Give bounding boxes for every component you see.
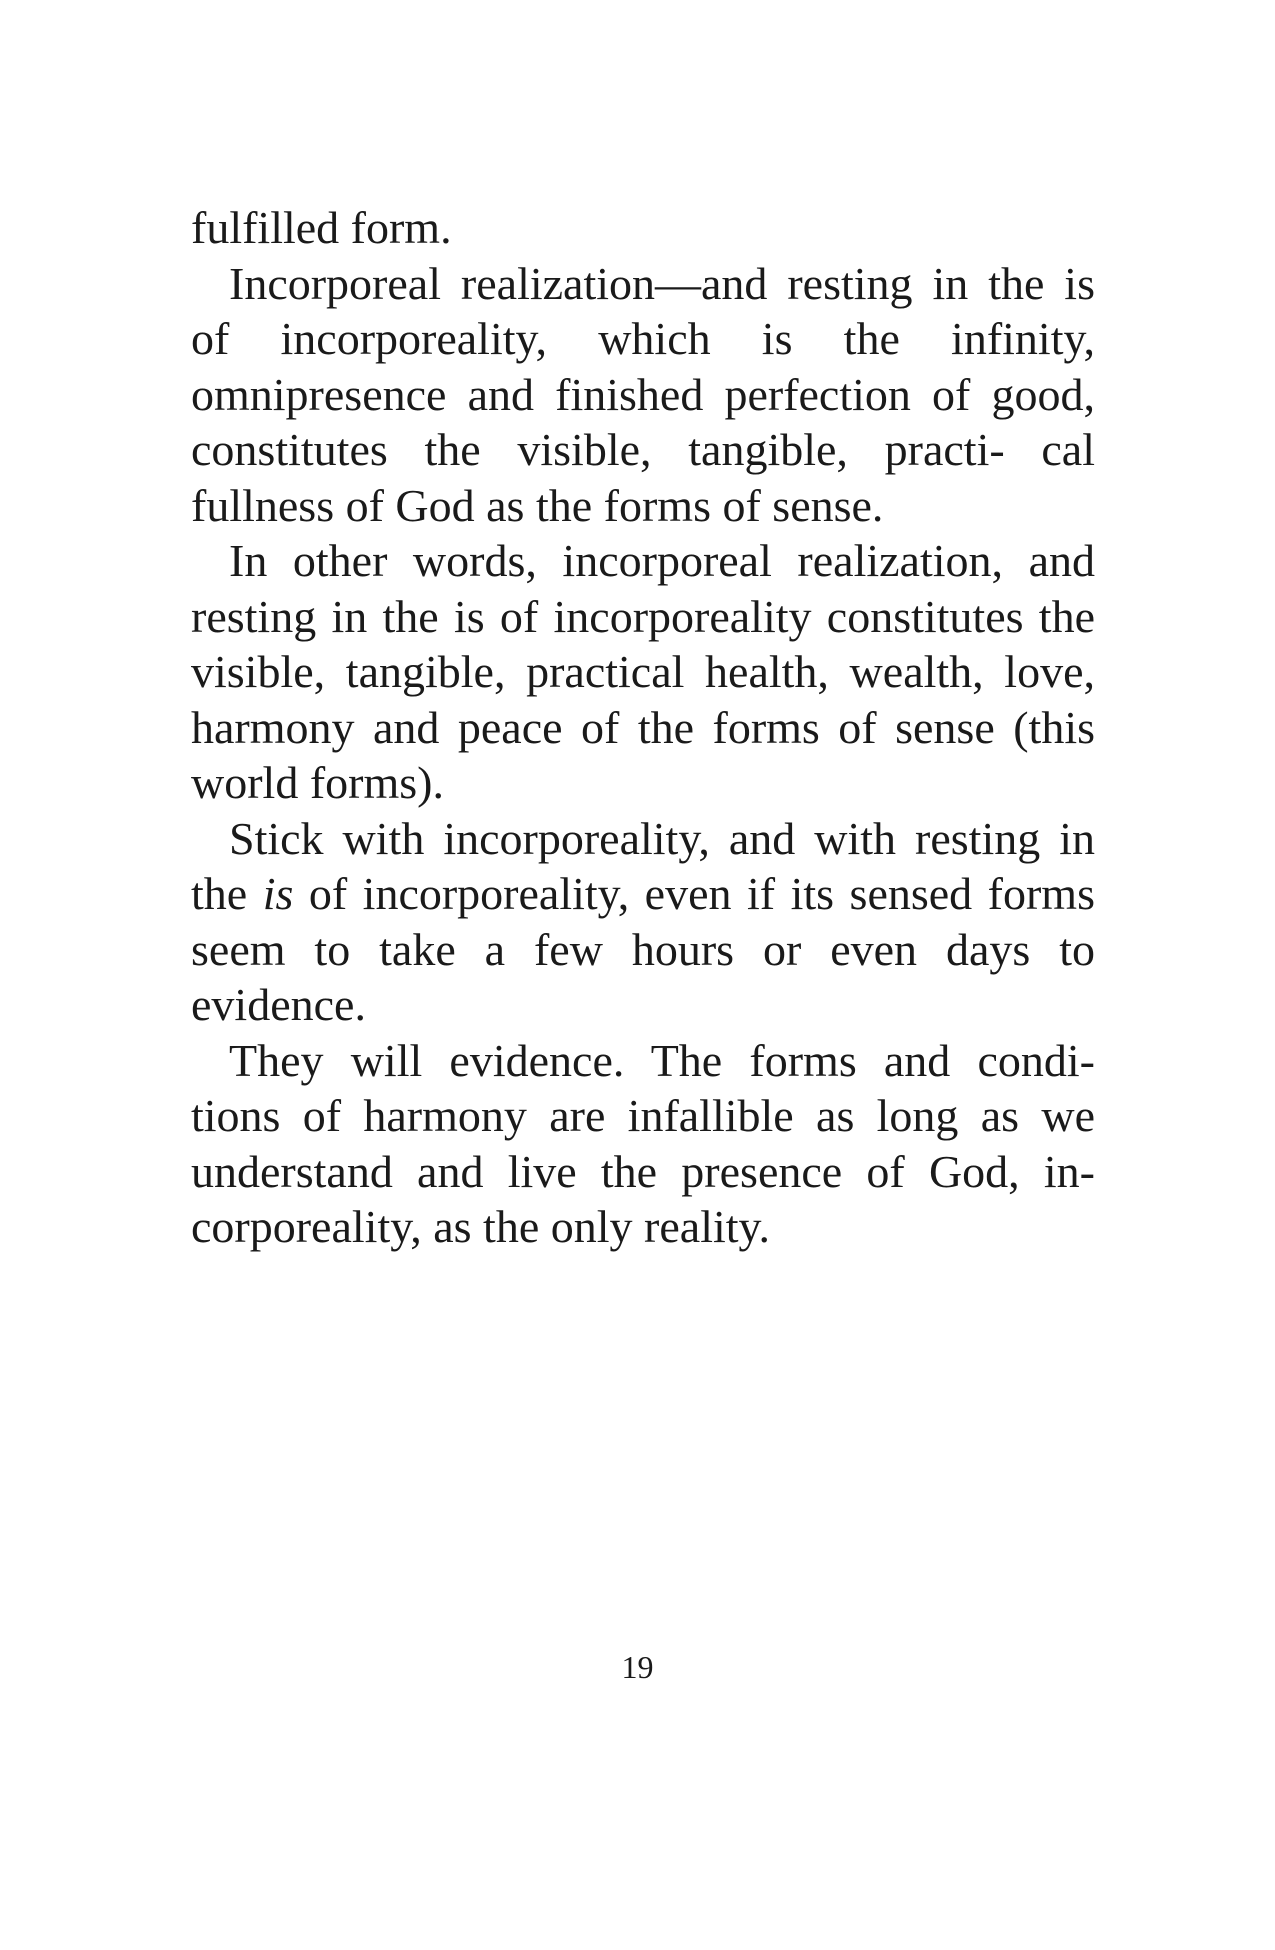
page-number: 19 (621, 1649, 654, 1685)
paragraph-stick-with (191, 811, 1095, 1033)
paragraph-they-will-evidence: They will evidence. The forms and condi- tions of harmony are infallible as long as we understand and live the presence of God, in- corporeality, as the only reality. (191, 1034, 1095, 1252)
paragraph-incorporeal-realization: Incorporeal realization—and resting in the is of incorporeality, which is the infinity, omnipresence and finished perfection of good, constitutes the visible, tangible, practi- cal fullness of God as the forms of sense. (191, 257, 1095, 531)
paragraph-in-other-words: In other words, incorporeal realization, and resting in the is of incorporeality constitutes the visible, tangible, practical health, wealth, love, harmony and peace of the forms of sense (this world forms). (191, 535, 1095, 808)
emphasis-is: is (262, 868, 294, 919)
paragraph-continuation: fulfilled form. (191, 202, 452, 253)
paragraph-text: of incorporeality, even if its sensed forms seem to take a few hours or even days to evidence. (191, 868, 1095, 1030)
paragraph-text: Stick with incorporeality, and with resting in the (191, 812, 1095, 919)
body-text (191, 200, 1095, 1255)
